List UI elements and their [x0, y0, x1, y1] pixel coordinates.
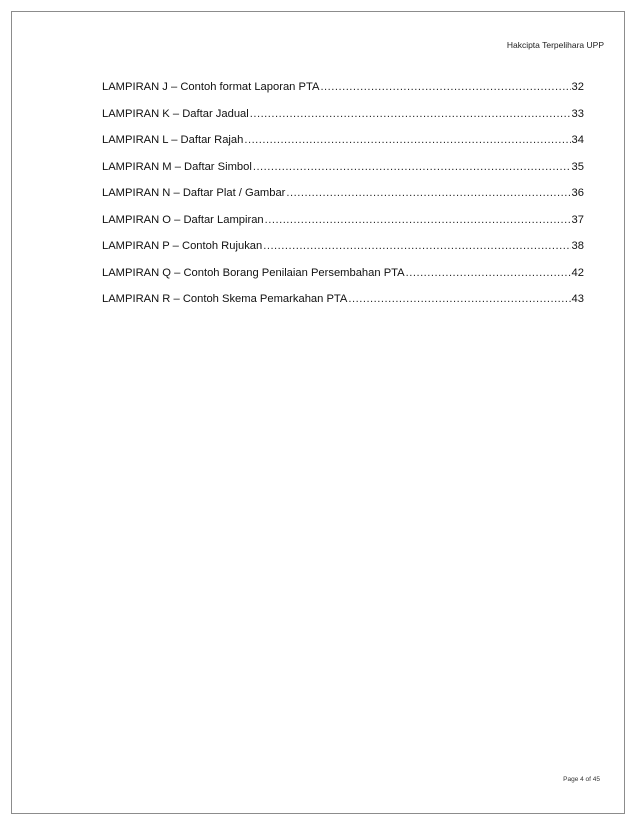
- toc-dot-leader: [253, 160, 571, 174]
- toc-dot-leader: [320, 80, 570, 94]
- toc-entry[interactable]: [102, 133, 584, 160]
- toc-entry-label: LAMPIRAN O – Daftar Lampiran: [102, 213, 264, 226]
- toc-entry[interactable]: [102, 80, 584, 107]
- copyright-header: Hakcipta Terpelihara UPP: [506, 40, 604, 50]
- toc-entry-page: 38: [571, 240, 584, 252]
- toc-entry[interactable]: [102, 160, 584, 187]
- toc-entry-page: 35: [571, 160, 584, 173]
- table-of-contents: [102, 80, 584, 319]
- toc-dot-leader: [244, 133, 570, 147]
- toc-entry-page: 32: [571, 81, 584, 93]
- toc-dot-leader: [406, 266, 571, 280]
- toc-dot-leader: [348, 292, 570, 306]
- toc-entry[interactable]: [102, 186, 584, 213]
- toc-entry-page: 33: [571, 107, 584, 120]
- toc-entry-label: LAMPIRAN P – Contoh Rujukan: [102, 240, 263, 252]
- toc-entry-label: LAMPIRAN Q – Contoh Borang Penilaian Persembahan PTA: [102, 266, 405, 279]
- toc-dot-leader: [286, 186, 570, 200]
- toc-entry-page: 36: [571, 187, 584, 199]
- toc-entry[interactable]: [102, 292, 584, 319]
- toc-entry-page: 34: [571, 134, 584, 146]
- toc-entry[interactable]: [102, 239, 584, 266]
- toc-entry[interactable]: [102, 107, 584, 134]
- toc-entry-label: LAMPIRAN R – Contoh Skema Pemarkahan PTA: [102, 293, 348, 305]
- toc-entry-page: 37: [571, 213, 584, 226]
- toc-entry-label: LAMPIRAN N – Daftar Plat / Gambar: [102, 187, 286, 199]
- toc-entry-page: 43: [571, 293, 584, 305]
- toc-entry-label: LAMPIRAN J – Contoh format Laporan PTA: [102, 81, 320, 93]
- toc-entry[interactable]: [102, 213, 584, 240]
- toc-entry-page: 42: [571, 266, 584, 279]
- page-frame: [11, 11, 625, 814]
- toc-entry-label: LAMPIRAN K – Daftar Jadual: [102, 107, 249, 120]
- toc-entry-label: LAMPIRAN M – Daftar Simbol: [102, 160, 252, 173]
- toc-dot-leader: [265, 213, 571, 227]
- toc-dot-leader: [263, 239, 570, 253]
- toc-entry-label: LAMPIRAN L – Daftar Rajah: [102, 134, 244, 146]
- toc-dot-leader: [250, 107, 571, 121]
- page-number-footer: Page 4 of 45: [563, 776, 600, 783]
- toc-entry[interactable]: [102, 266, 584, 293]
